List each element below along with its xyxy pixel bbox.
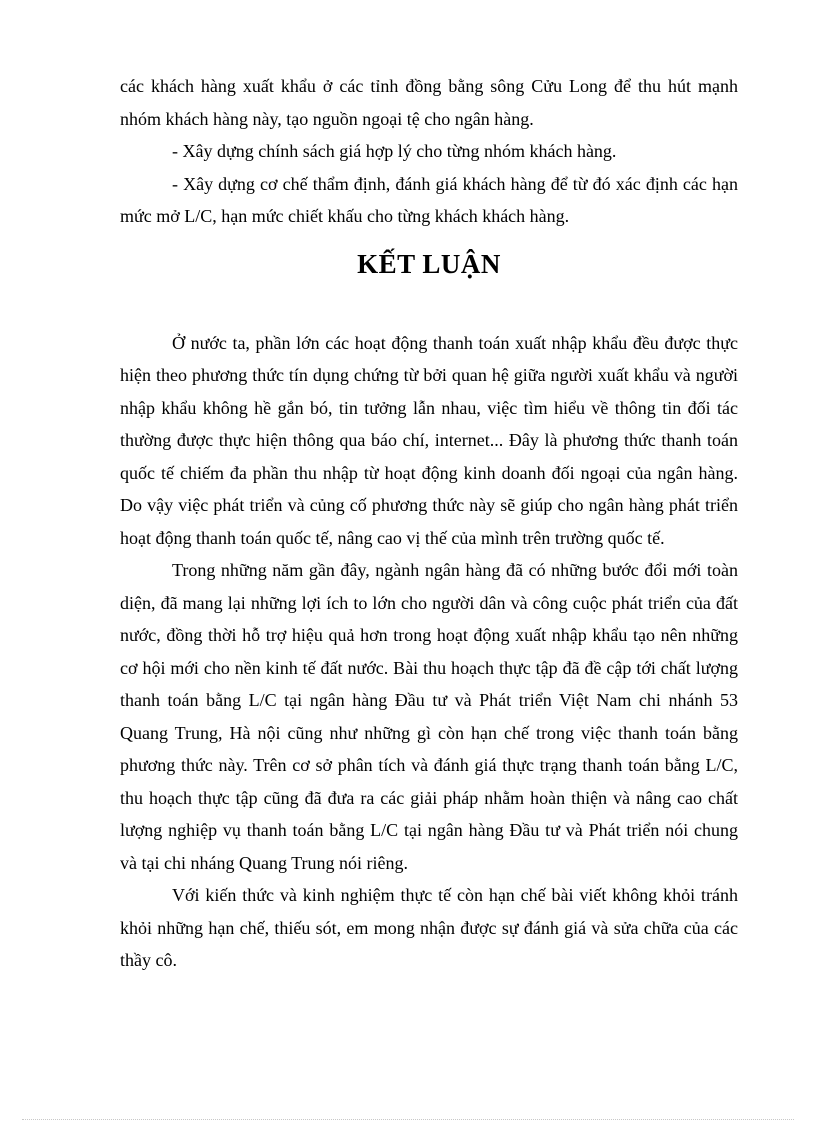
conclusion-paragraph-1: Ở nước ta, phần lớn các hoạt động thanh toán xuất nhập khẩu đều được thực hiện theo phương thức tín dụng chứng từ bởi quan hệ giữa người xuất khẩu và người nhập khẩu không hề gắn bó, tin tưởng lẫn nhau, việc tìm hiểu về thông tin đối tác thường được thực hiện thông qua báo chí, internet... Đây là phương thức thanh toán quốc tế chiếm đa phần thu nhập từ hoạt động kinh doanh đối ngoại của ngân hàng. Do vậy việc phát triển và củng cố phương thức này sẽ giúp cho ngân hàng phát triển hoạt động thanh toán quốc tế, nâng cao vị thế của mình trên trường quốc tế. xyxy=(120,332,738,548)
bullet-pricing-policy: - Xây dựng chính sách giá hợp lý cho từng nhóm khách hàng. xyxy=(172,141,617,161)
intro-continuation-paragraph: các khách hàng xuất khẩu ở các tỉnh đồng bằng sông Cửu Long để thu hút mạnh nhóm khách hàng này, tạo nguồn ngoại tệ cho ngân hàng. xyxy=(120,76,738,129)
bullet-appraisal-mechanism: - Xây dựng cơ chế thẩm định, đánh giá khách hàng để từ đó xác định các hạn mức mở L/C, hạn mức chiết khấu cho từng khách khách hàng. xyxy=(120,173,738,226)
section-title: KẾT LUẬN xyxy=(357,248,501,279)
conclusion-paragraph-2: Trong những năm gần đây, ngành ngân hàng đã có những bước đổi mới toàn diện, đã mang lại những lợi ích to lớn cho người dân và công cuộc phát triển của đất nước, đồng thời hỗ trợ hiệu quả hơn trong hoạt động xuất nhập khẩu tạo nên những cơ hội mới cho nền kinh tế đất nước. Bài thu hoạch thực tập đã đề cập tới chất lượng thanh toán bằng L/C tại ngân hàng Đầu tư và Phát triển Việt Nam chi nhánh 53 Quang Trung, Hà nội cũng như những gì còn hạn chế trong việc thanh toán bằng phương thức này. Trên cơ sở phân tích và đánh giá thực trạng thanh toán bằng L/C, thu hoạch thực tập cũng đã đưa ra các giải pháp nhằm hoàn thiện và nâng cao chất lượng nghiệp vụ thanh toán bằng L/C tại ngân hàng Đầu tư và Phát triển nói chung và tại chi nháng Quang Trung nói riêng. xyxy=(120,560,738,873)
document-page xyxy=(120,70,738,977)
heading-spacer xyxy=(120,291,738,327)
conclusion-paragraph-3: Với kiến thức và kinh nghiệm thực tế còn hạn chế bài viết không khỏi tránh khỏi những hạn chế, thiếu sót, em mong nhận được sự đánh giá và sửa chữa của các thầy cô. xyxy=(120,885,738,970)
page-bottom-divider xyxy=(22,1119,794,1120)
